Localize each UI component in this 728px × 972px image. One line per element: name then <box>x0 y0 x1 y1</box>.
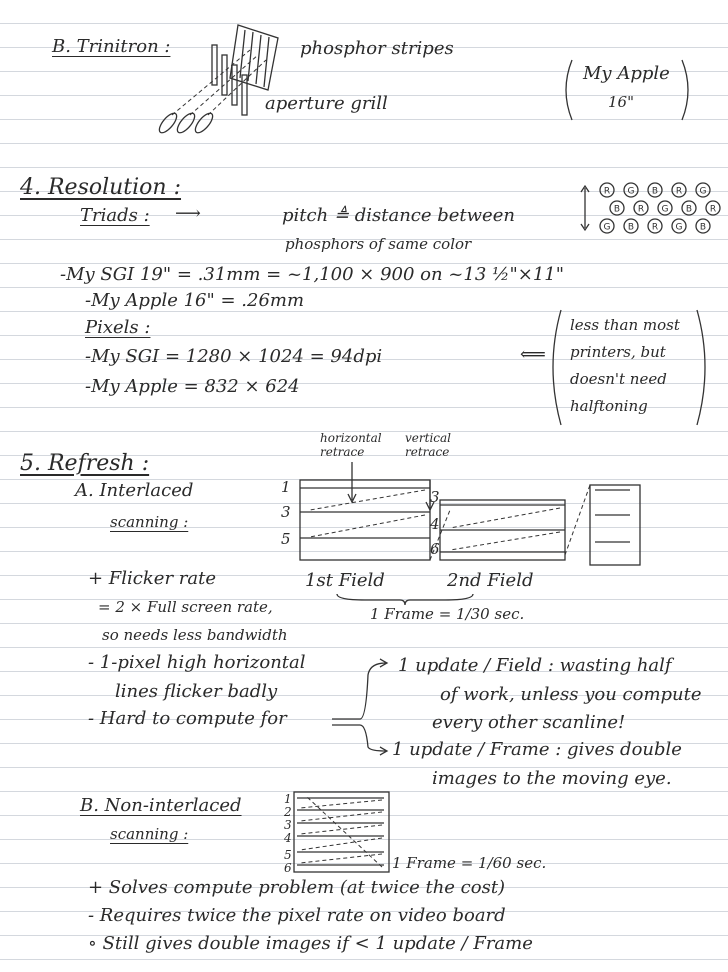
phosphor-dot-label: G <box>627 186 635 197</box>
update-per-field: 1 update / Field : wasting half <box>398 655 672 676</box>
ni-line-label: 1 <box>284 792 292 806</box>
non-interlaced-label-2: scanning : <box>110 825 189 843</box>
trinitron-diagram <box>150 20 290 140</box>
aside-line-1: less than most <box>570 316 680 334</box>
triads-label: Triads : <box>80 205 150 226</box>
horizontal-retrace-1: horizontal <box>320 431 382 445</box>
aperture-grill-label: aperture grill <box>265 93 388 114</box>
trinitron-label: B. Trinitron : <box>52 36 171 57</box>
phosphor-dot-label: R <box>603 186 611 197</box>
phosphor-dot-label: G <box>603 222 611 233</box>
interlaced-label: A. Interlaced <box>75 480 194 501</box>
hard-to-compute: - Hard to compute for <box>88 708 287 729</box>
arrow-left-icon: ⟸ <box>520 344 546 365</box>
ni-line-label: 4 <box>284 831 292 845</box>
triad-dots-diagram <box>575 180 725 250</box>
resolution-heading: 4. Resolution : <box>20 175 182 200</box>
requires-pixel-rate: - Requires twice the pixel rate on video board <box>88 905 506 926</box>
update-per-field-2: of work, unless you compute <box>440 684 702 705</box>
interlaced-label-2: scanning : <box>110 513 189 531</box>
update-per-field-3: every other scanline! <box>432 712 626 733</box>
arrow-icon: ⟶ <box>175 203 201 224</box>
pixels-label: Pixels : <box>85 317 151 338</box>
branch-arrows <box>330 655 390 755</box>
update-per-frame: 1 update / Frame : gives double <box>392 739 682 760</box>
f2-line-label: 4 <box>430 515 440 533</box>
non-interlaced-diagram <box>292 790 392 875</box>
frame-duration: 1 Frame = 1/30 sec. <box>370 605 525 623</box>
phosphor-dot-label: B <box>685 204 693 215</box>
flicker-rate-3: so needs less bandwidth <box>102 626 288 644</box>
vertical-retrace-1: vertical <box>405 431 451 445</box>
f1-line-label: 5 <box>281 530 291 548</box>
sgi-pixels: -My SGI = 1280 × 1024 = 94dpi <box>85 346 383 367</box>
apple-note: My Apple <box>583 63 670 84</box>
aside-line-3: doesn't need <box>570 370 667 388</box>
apple-note-size: 16" <box>608 93 634 111</box>
interlaced-diagram <box>290 460 650 570</box>
update-per-frame-2: images to the moving eye. <box>432 768 672 789</box>
ni-line-label: 6 <box>284 861 292 875</box>
phosphor-dot-label: R <box>675 186 683 197</box>
phosphor-stripes-label: phosphor stripes <box>300 38 454 59</box>
apple-pitch: -My Apple 16" = .26mm <box>85 290 305 311</box>
triads-definition: pitch ≜ distance between <box>282 205 515 226</box>
f2-line-label: 6 <box>430 540 440 558</box>
solves-compute: + Solves compute problem (at twice the cost) <box>88 877 506 898</box>
aside-line-4: halftoning <box>570 397 648 415</box>
apple-pixels: -My Apple = 832 × 624 <box>85 376 300 397</box>
ni-line-label: 5 <box>284 848 292 862</box>
ni-line-label: 2 <box>284 805 292 819</box>
flicker-rate: + Flicker rate <box>88 568 216 589</box>
first-field-label: 1st Field <box>305 570 385 591</box>
triads-definition-2: phosphors of same color <box>285 235 472 253</box>
phosphor-dot-label: B <box>651 186 659 197</box>
minus-flicker: - 1-pixel high horizontal <box>88 652 306 673</box>
phosphor-dot-label: G <box>661 204 669 215</box>
phosphor-dot-label: G <box>675 222 683 233</box>
sgi-pitch: -My SGI 19" = .31mm = ~1,100 × 900 on ~13 ½"×11" <box>60 264 565 285</box>
phosphor-dot-label: R <box>637 204 645 215</box>
phosphor-dot-label: B <box>613 204 621 215</box>
aside-line-2: printers, but <box>570 343 666 361</box>
ni-line-label: 3 <box>284 818 292 832</box>
phosphor-dot-label: R <box>709 204 717 215</box>
second-field-label: 2nd Field <box>447 570 534 591</box>
phosphor-dot-label: B <box>699 222 707 233</box>
refresh-heading: 5. Refresh : <box>20 451 150 476</box>
f1-line-label: 3 <box>281 503 291 521</box>
minus-flicker-2: lines flicker badly <box>115 681 278 702</box>
frame-brace <box>335 592 475 606</box>
phosphor-dot-label: R <box>651 222 659 233</box>
still-double-images: ∘ Still gives double images if < 1 update / Frame <box>88 933 533 954</box>
frame-duration-2: 1 Frame = 1/60 sec. <box>392 854 547 872</box>
f2-line-label: 3 <box>430 488 440 506</box>
vertical-retrace-2: retrace <box>405 445 450 459</box>
non-interlaced-label: B. Non-interlaced <box>80 795 242 816</box>
flicker-rate-2: = 2 × Full screen rate, <box>98 598 273 616</box>
horizontal-retrace-2: retrace <box>320 445 365 459</box>
phosphor-dot-label: G <box>699 186 707 197</box>
f1-line-label: 1 <box>281 478 291 496</box>
phosphor-dot-label: B <box>627 222 635 233</box>
